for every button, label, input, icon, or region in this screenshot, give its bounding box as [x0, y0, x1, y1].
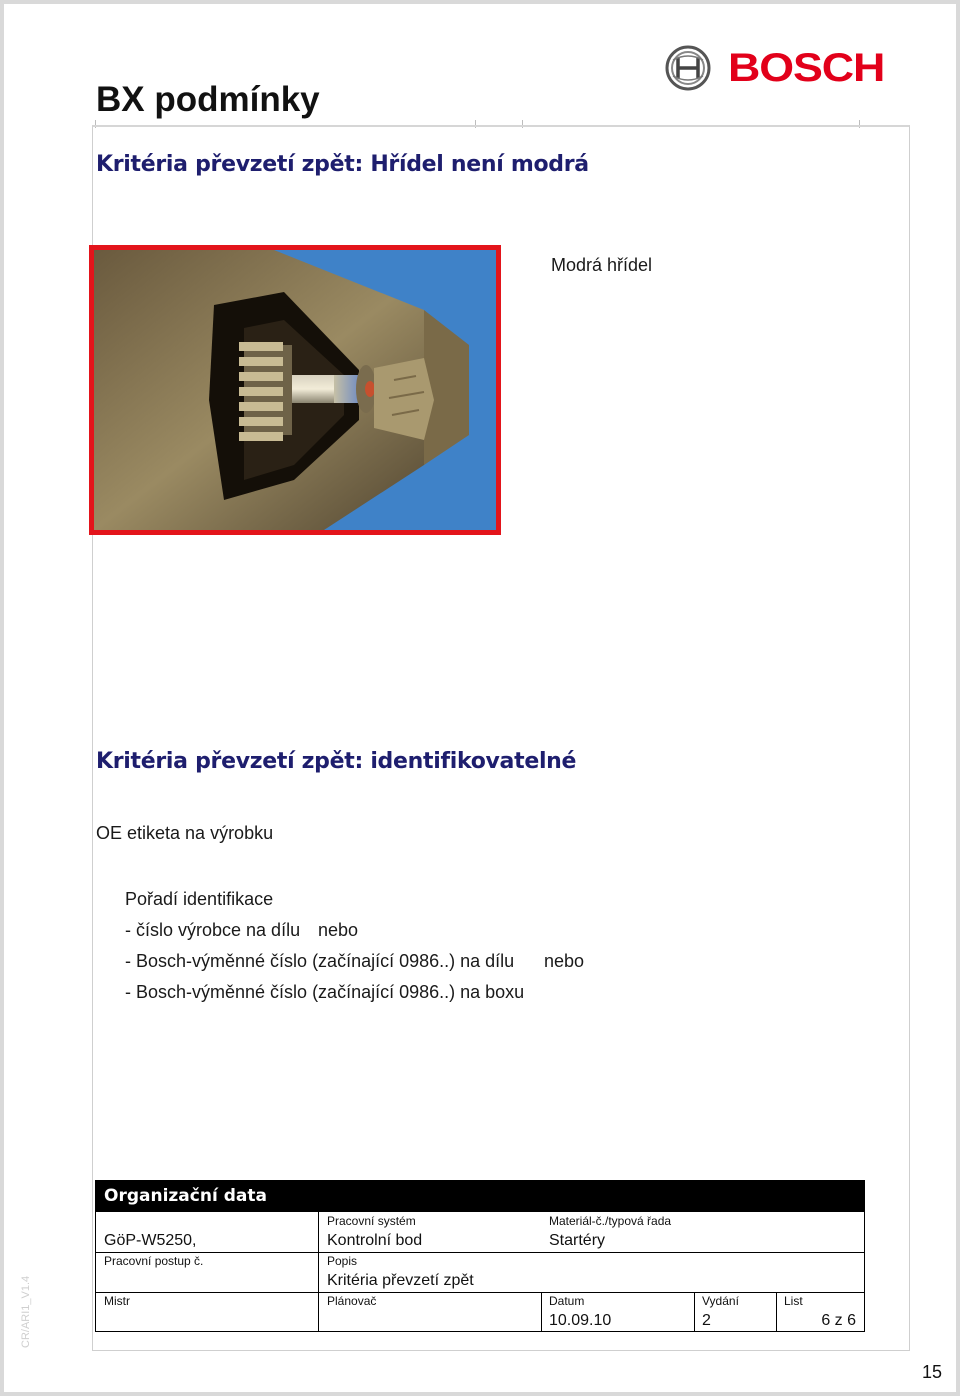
list-item: - číslo výrobce na dílu: [125, 920, 301, 940]
table-divider: [96, 1292, 864, 1293]
table-divider: [694, 1292, 695, 1332]
table-divider: [541, 1292, 542, 1332]
date-label: Datum: [549, 1294, 585, 1308]
work-system-label: Pracovní systém: [327, 1214, 416, 1228]
page-title: BX podmínky: [96, 80, 320, 119]
work-system-value: Kontrolní bod: [327, 1232, 423, 1249]
sheet-label: List: [784, 1294, 803, 1308]
shaft-photo: [89, 245, 501, 535]
material-value: Startéry: [549, 1232, 606, 1249]
work-system-code: GöP-W5250,: [104, 1232, 197, 1249]
starter-shaft-illustration: [94, 250, 496, 530]
sheet-value: 6 z 6: [821, 1312, 856, 1329]
document-version-code: CR/ARI1_V1.4: [20, 1275, 32, 1348]
work-procedure-label: Pracovní postup č.: [104, 1254, 204, 1268]
mistr-label: Mistr: [104, 1294, 130, 1308]
edition-label: Vydání: [702, 1294, 739, 1308]
list-item-suffix: nebo: [544, 951, 585, 971]
date-value: 10.09.10: [549, 1312, 612, 1329]
description-value: Kritéria převzetí zpět: [327, 1272, 474, 1289]
org-data-header: Organizační data: [96, 1181, 864, 1212]
table-divider: [318, 1212, 319, 1332]
photo-caption: Modrá hřídel: [551, 255, 653, 275]
bosch-logo: [664, 44, 885, 94]
intro-text: OE etiketa na výrobku: [96, 823, 274, 843]
brand-wordmark: BOSCH: [728, 46, 885, 90]
table-divider: [96, 1252, 864, 1253]
description-label: Popis: [327, 1254, 358, 1268]
section1-heading: Kritéria převzetí zpět: Hřídel není modrá: [96, 152, 589, 177]
org-data-table: [95, 1180, 865, 1332]
list-item: - Bosch-výměnné číslo (začínající 0986..) na dílu: [125, 951, 515, 971]
list-item: - Bosch-výměnné číslo (začínající 0986..) na boxu: [125, 982, 525, 1002]
list-title: Pořadí identifikace: [125, 889, 274, 909]
bosch-armature-icon: [664, 44, 712, 92]
material-label: Materiál-č./typová řada: [549, 1214, 672, 1228]
edition-value: 2: [702, 1312, 711, 1329]
page-number: 15: [921, 1362, 942, 1382]
section2-heading: Kritéria převzetí zpět: identifikovatelné: [96, 749, 577, 774]
table-divider: [776, 1292, 777, 1332]
planner-label: Plánovač: [327, 1294, 377, 1308]
list-item-suffix: nebo: [318, 920, 359, 940]
